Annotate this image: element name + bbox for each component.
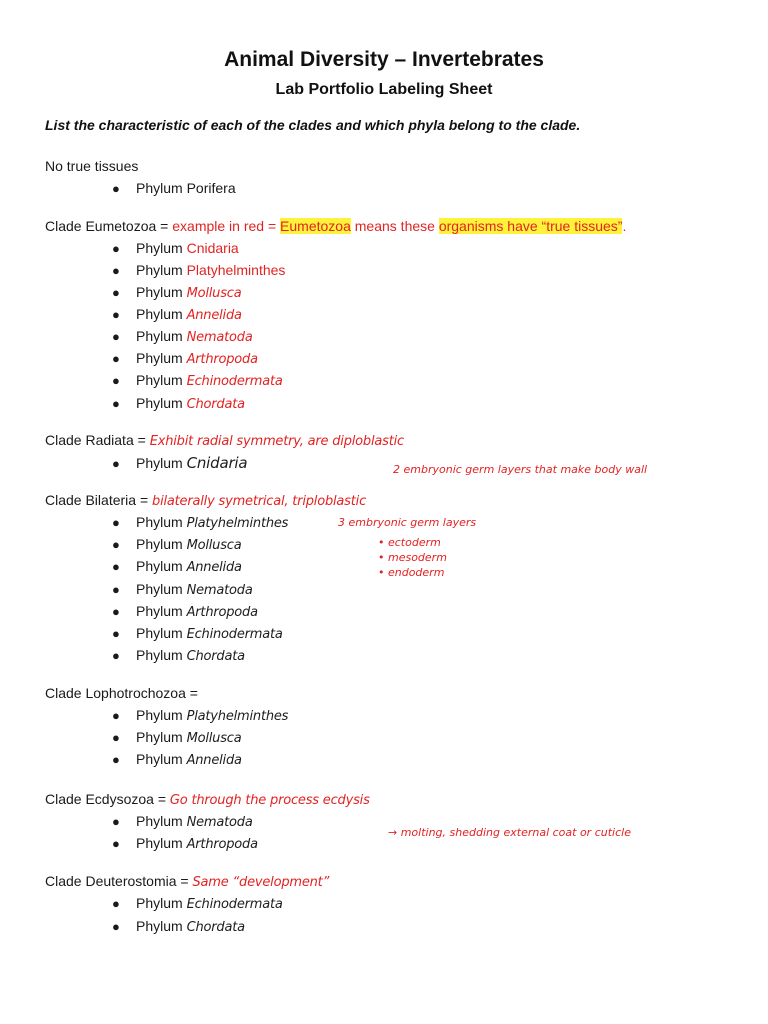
section-lophotrochozoa-heading: Clade Lophotrochozoa =: [45, 685, 198, 701]
list-item: ● Phylum Platyhelminthes: [112, 262, 286, 278]
bullet-icon: ●: [112, 263, 120, 278]
list-item: • ectoderm: [378, 536, 441, 549]
list-item: ● Phylum Cnidaria: [112, 454, 248, 472]
instructions: List the characteristic of each of the clades and which phyla belong to the clade.: [45, 117, 581, 133]
list-item: ● Phylum Chordata: [112, 918, 245, 935]
bullet-icon: ●: [112, 351, 120, 366]
list-item: ● Phylum Annelida: [112, 558, 242, 575]
list-item: ● Phylum Platyhelminthes: [112, 707, 289, 724]
list-item: ● Phylum Echinodermata: [112, 625, 283, 642]
bullet-icon: ●: [112, 648, 120, 663]
bullet-icon: ●: [112, 604, 120, 619]
list-item: ● Phylum Mollusca: [112, 536, 242, 553]
list-item: ● Phylum Mollusca: [112, 729, 242, 746]
list-item: ● Phylum Annelida: [112, 751, 242, 768]
bilateria-subnote: 3 embryonic germ layers: [338, 516, 477, 529]
germ-layer-list: [378, 535, 447, 580]
list-item: ● Phylum Arthropoda: [112, 350, 258, 367]
bullet-icon: ●: [112, 919, 120, 934]
bullet-icon: ●: [112, 896, 120, 911]
list-item: ● Phylum Nematoda: [112, 328, 253, 345]
bullet-icon: ●: [112, 241, 120, 256]
section-radiata-heading: Clade Radiata = Exhibit radial symmetry, are diploblastic: [45, 432, 404, 449]
section-bilateria-heading: Clade Bilateria = bilaterally symetrical, triploblastic: [45, 492, 367, 509]
list-item: ● Phylum Echinodermata: [112, 895, 283, 912]
section-no-true-tissues-heading: No true tissues: [45, 158, 139, 174]
ecdysozoa-note: Go through the process ecdysis: [169, 793, 370, 808]
section-deuterostomia-heading: Clade Deuterostomia = Same “development”: [45, 873, 330, 890]
bullet-icon: ●: [112, 307, 120, 322]
list-item: ● Phylum Mollusca: [112, 284, 242, 301]
list-item: ● Phylum Nematoda: [112, 581, 253, 598]
bullet-icon: ●: [112, 329, 120, 344]
radiata-subnote: 2 embryonic germ layers that make body wall: [393, 463, 648, 476]
bullet-icon: ●: [112, 752, 120, 767]
bullet-icon: ●: [112, 814, 120, 829]
list-item: ● Phylum Cnidaria: [112, 240, 239, 256]
bullet-icon: ●: [112, 181, 120, 196]
page-title: Animal Diversity – Invertebrates: [224, 48, 544, 71]
list-item: ● Phylum Platyhelminthes: [112, 514, 289, 531]
bullet-icon: ●: [112, 285, 120, 300]
radiata-note: Exhibit radial symmetry, are diploblastic: [149, 434, 404, 449]
bullet-icon: ●: [112, 626, 120, 641]
list-item: ● Phylum Annelida: [112, 306, 242, 323]
list-item: • mesoderm: [378, 551, 447, 564]
list-item: ● Phylum Porifera: [112, 180, 236, 196]
list-item: ● Phylum Chordata: [112, 395, 245, 412]
list-item: ● Phylum Arthropoda: [112, 603, 258, 620]
bilateria-note: bilaterally symetrical, triploblastic: [152, 494, 367, 509]
section-eumetozoa-heading: Clade Eumetozoa = example in red = Eumetozoa means these organisms have “true tissues”.: [45, 218, 627, 234]
list-item: ● Phylum Chordata: [112, 647, 245, 664]
bullet-icon: ●: [112, 730, 120, 745]
list-item: ● Phylum Nematoda: [112, 813, 253, 830]
list-item: ● Phylum Echinodermata: [112, 372, 283, 389]
bullet-icon: ●: [112, 515, 120, 530]
page-subtitle: Lab Portfolio Labeling Sheet: [275, 81, 493, 98]
bullet-icon: ●: [112, 373, 120, 388]
bullet-icon: ●: [112, 537, 120, 552]
bullet-icon: ●: [112, 559, 120, 574]
example-text: example in red = Eumetozoa means these organisms have “true tissues”.: [172, 218, 627, 234]
list-item: ● Phylum Arthropoda: [112, 835, 258, 852]
bullet-icon: ●: [112, 456, 120, 471]
section-ecdysozoa-heading: Clade Ecdysozoa = Go through the process ecdysis: [45, 791, 370, 808]
deuterostomia-note: Same “development”: [192, 875, 330, 890]
bullet-icon: ●: [112, 836, 120, 851]
bullet-icon: ●: [112, 582, 120, 597]
list-item: • endoderm: [378, 566, 445, 579]
bullet-icon: ●: [112, 708, 120, 723]
ecdysozoa-subnote: → molting, shedding external coat or cuticle: [388, 826, 631, 839]
bullet-icon: ●: [112, 396, 120, 411]
